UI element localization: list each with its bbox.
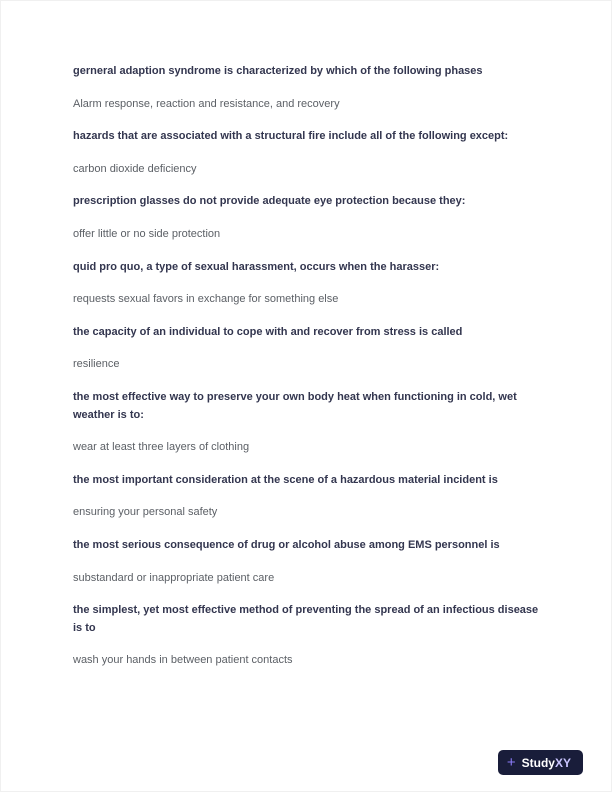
- question-text: the most effective way to preserve your own body heat when functioning in cold, wet weather is to:: [73, 390, 517, 421]
- qa-item: [73, 472, 541, 522]
- plus-icon: +: [506, 754, 516, 771]
- answer-text: Alarm response, reaction and resistance, and recovery: [73, 97, 340, 110]
- question-text: gerneral adaption syndrome is characterized by which of the following phases: [73, 65, 483, 77]
- qa-item: [73, 602, 541, 670]
- question-text: the simplest, yet most effective method of preventing the spread of an infectious disease is to: [73, 604, 539, 634]
- qa-item: [73, 128, 541, 178]
- question-text: quid pro quo, a type of sexual harassment, occurs when the harasser:: [73, 260, 440, 273]
- answer-text: requests sexual favors in exchange for something else: [73, 293, 339, 306]
- question-text: the most serious consequence of drug or alcohol abuse among EMS personnel is: [73, 538, 500, 551]
- answer-text: resilience: [73, 358, 120, 371]
- qa-item: [73, 324, 541, 374]
- qa-item: [73, 259, 541, 309]
- qa-list: [1, 1, 611, 670]
- brand-study-text: Study: [521, 755, 555, 770]
- answer-text: wear at least three layers of clothing: [73, 441, 250, 454]
- brand-xy-text: XY: [554, 755, 571, 770]
- question-text: hazards that are associated with a structural fire include all of the following except:: [73, 130, 509, 143]
- qa-item: [73, 389, 541, 457]
- qa-item: [73, 537, 541, 587]
- qa-item: [73, 193, 541, 243]
- studyxy-logo-badge[interactable]: [498, 750, 583, 775]
- answer-text: carbon dioxide deficiency: [73, 162, 197, 175]
- answer-text: offer little or no side protection: [73, 227, 221, 240]
- brand-text: [522, 757, 571, 769]
- question-text: the capacity of an individual to cope with and recover from stress is called: [73, 325, 463, 338]
- question-text: prescription glasses do not provide adequate eye protection because they:: [73, 195, 466, 208]
- qa-item: [73, 63, 541, 113]
- answer-text: substandard or inappropriate patient care: [73, 571, 275, 584]
- question-text: the most important consideration at the scene of a hazardous material incident is: [73, 473, 498, 486]
- answer-text: wash your hands in between patient contacts: [73, 654, 293, 667]
- answer-text: ensuring your personal safety: [73, 506, 218, 519]
